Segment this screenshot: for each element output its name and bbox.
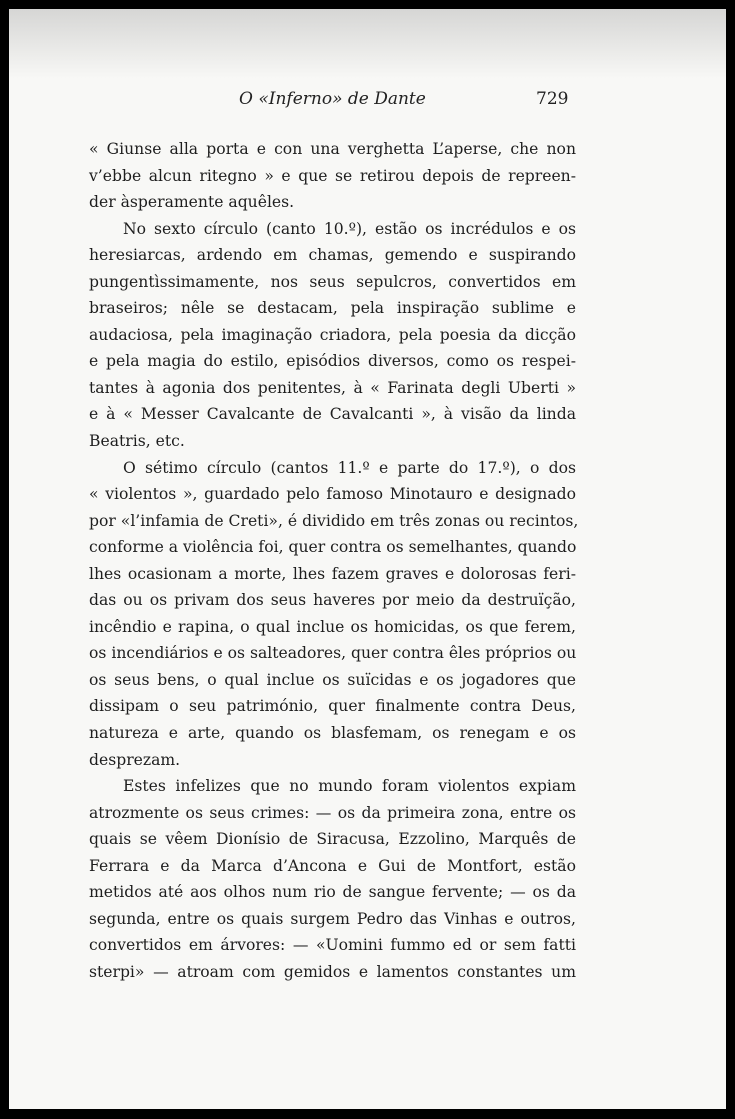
text-line: dissipam o seu património, quer finalmente contra Deus, bbox=[89, 697, 576, 716]
running-title: O «Inferno» de Dante bbox=[239, 89, 426, 109]
text-line: das ou os privam dos seus haveres por meio da destruïção, bbox=[89, 591, 576, 610]
scan-shadow bbox=[9, 9, 726, 79]
text-line: e pela magia do estilo, episódios diversos, como os respei- bbox=[89, 352, 576, 371]
text-line: O sétimo círculo (cantos 11.º e parte do 17.º), o dos bbox=[123, 458, 576, 477]
text-line: natureza e arte, quando os blasfemam, os renegam e os bbox=[89, 724, 576, 743]
text-line: lhes ocasionam a morte, lhes fazem graves e dolorosas feri- bbox=[89, 564, 576, 583]
text-line: metidos até aos olhos num rio de sangue fervente; — os da bbox=[89, 883, 576, 902]
text-line: « Giunse alla porta e con una verghetta L’aperse, che non bbox=[89, 140, 576, 158]
text-line: No sexto círculo (canto 10.º), estão os incrédulos e os bbox=[123, 219, 576, 238]
text-line: segunda, entre os quais surgem Pedro das Vinhas e outros, bbox=[89, 909, 576, 928]
text-line: e à « Messer Cavalcante de Cavalcanti », à visão da linda bbox=[89, 405, 576, 424]
text-line: pungentìssimamente, nos seus sepulcros, convertidos em bbox=[89, 272, 576, 291]
text-line: os incendiários e os salteadores, quer contra êles próprios ou bbox=[89, 644, 577, 663]
text-line: tantes à agonia dos penitentes, à « Farinata degli Uberti » bbox=[89, 378, 576, 397]
text-line: « violentos », guardado pelo famoso Minotauro e designado bbox=[89, 485, 576, 504]
text-line: atrozmente os seus crimes: — os da primeira zona, entre os bbox=[89, 803, 576, 822]
text-line: heresiarcas, ardendo em chamas, gemendo e suspirando bbox=[89, 246, 576, 265]
text-line: desprezam. bbox=[89, 750, 181, 769]
text-line: os seus bens, o qual inclue os suïcidas e os jogadores que bbox=[89, 670, 576, 689]
body-text bbox=[89, 136, 579, 986]
text-line: convertidos em árvores: — «Uomini fummo ed or sem fatti bbox=[89, 936, 576, 955]
text-line: v’ebbe alcun ritegno » e que se retirou depois de repreen- bbox=[89, 166, 576, 185]
text-line: por «l’infamia de Creti», é dividido em três zonas ou recintos, bbox=[89, 511, 579, 530]
page-number: 729 bbox=[536, 89, 569, 109]
text-line: der àsperamente aquêles. bbox=[89, 193, 295, 212]
text-line: Ferrara e da Marca d’Ancona e Gui de Montfort, estão bbox=[89, 856, 576, 875]
book-page bbox=[9, 9, 726, 1109]
text-line: quais se vêem Dionísio de Siracusa, Ezzolino, Marquês de bbox=[89, 830, 576, 849]
text-line: conforme a violência foi, quer contra os semelhantes, quando bbox=[89, 538, 577, 557]
text-line: audaciosa, pela imaginação criadora, pela poesia da dicção bbox=[89, 325, 576, 344]
page-header bbox=[9, 89, 726, 119]
text-line: Beatris, etc. bbox=[89, 432, 185, 451]
text-line: incêndio e rapina, o qual inclue os homicidas, os que ferem, bbox=[89, 617, 576, 636]
text-line: Estes infelizes que no mundo foram violentos expiam bbox=[123, 777, 576, 796]
text-line: braseiros; nêle se destacam, pela inspiração sublime e bbox=[89, 299, 576, 318]
text-line: sterpi» — atroam com gemidos e lamentos constantes um bbox=[89, 962, 576, 981]
